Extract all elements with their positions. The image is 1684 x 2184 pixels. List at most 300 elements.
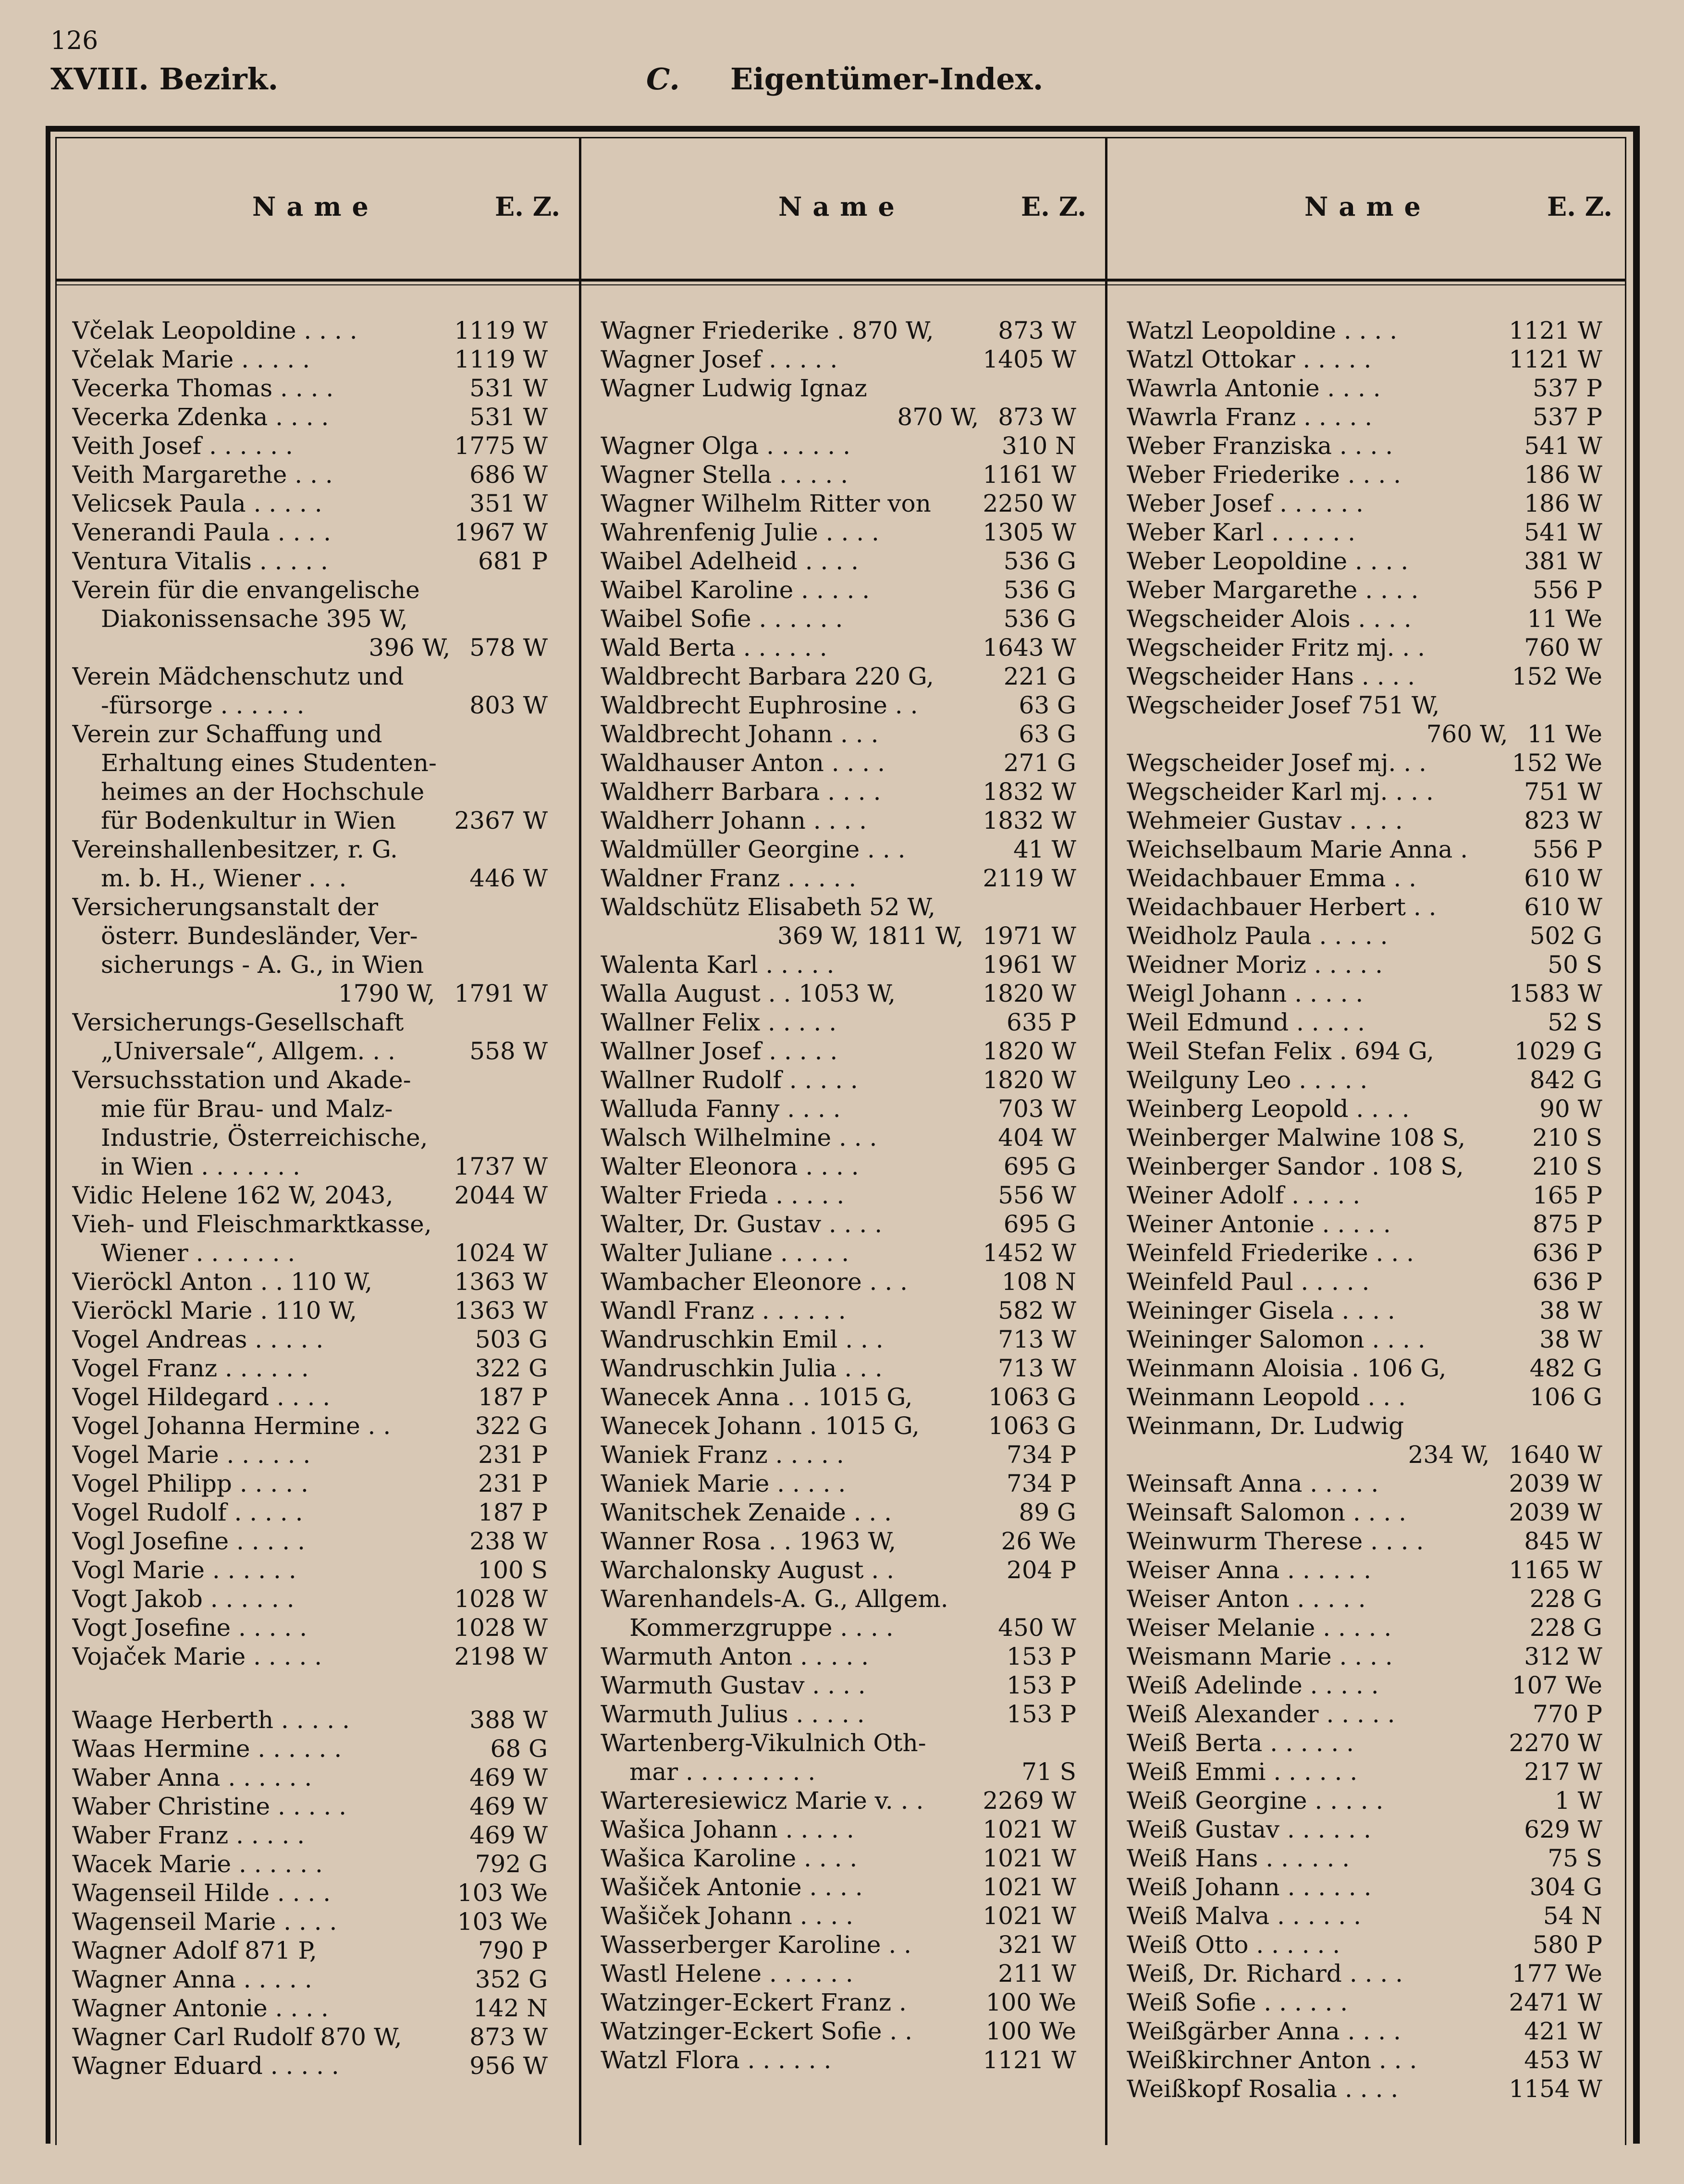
entry-ez: 106 G (1529, 1383, 1602, 1411)
entry-ez (544, 662, 548, 691)
column-header-ez: E. Z. (495, 191, 561, 222)
entry-name: Weinsaft Salomon . . . . (1127, 1498, 1407, 1526)
entry-ez: 228 G (1529, 1614, 1602, 1642)
entry-ez: 1820 W (983, 980, 1076, 1007)
entry-name: Watzinger-Eckert Sofie . . (601, 2017, 913, 2045)
entry-name: Wawrla Franz . . . . . (1127, 403, 1373, 431)
entry-name: Warmuth Julius . . . . . (601, 1700, 865, 1728)
entry-name: Erhaltung eines Studenten- (101, 749, 437, 777)
entry-name: m. b. H., Wiener . . . (101, 864, 347, 892)
entry-name: Waas Hermine . . . . . . (72, 1735, 342, 1763)
entry-ez: 873 W (998, 403, 1076, 431)
index-entry (72, 1705, 548, 1734)
index-entry (601, 835, 1076, 864)
entry-name: Weiß Berta . . . . . . (1127, 1729, 1354, 1757)
entry-ez: 1028 W (454, 1614, 548, 1642)
index-entry (601, 1267, 1076, 1296)
entry-name: Wagner Josef . . . . . (601, 345, 838, 373)
index-entry (601, 1296, 1076, 1325)
entry-name: Waibel Sofie . . . . . . (601, 605, 843, 633)
index-entry (1127, 1498, 1602, 1527)
entry-name: Watzl Flora . . . . . . (601, 2046, 832, 2074)
entry-name: Weinmann Leopold . . . (1127, 1383, 1406, 1411)
entry-ez (1072, 374, 1076, 403)
index-entry (601, 893, 1076, 921)
entry-name: Weiß Hans . . . . . . (1127, 1844, 1350, 1872)
entry-name: Versicherungsanstalt der (72, 893, 379, 921)
index-entry (72, 576, 548, 604)
entry-name: Vecerka Zdenka . . . . (72, 403, 329, 431)
entry-ez (1072, 1729, 1076, 1757)
entry-name: Weiser Melanie . . . . . (1127, 1614, 1392, 1642)
entry-ez: 11 We (1527, 605, 1602, 633)
entry-ez: 873 W (469, 2023, 548, 2051)
index-entry (72, 431, 548, 460)
index-entry (72, 1498, 548, 1527)
index-entry (72, 1936, 548, 1965)
entry-ez: 956 W (469, 2052, 548, 2080)
entry-ez: 541 W (1524, 518, 1602, 546)
entry-name: Weber Josef . . . . . . (1127, 490, 1364, 517)
entry-name: Wanecek Anna . . 1015 G, (601, 1383, 913, 1411)
entry-name: Vogel Marie . . . . . . (72, 1441, 311, 1469)
index-entry (1127, 1786, 1602, 1815)
entry-name: Wandruschkin Emil . . . (601, 1325, 884, 1353)
entry-name: Wagner Anna . . . . . (72, 1965, 312, 1993)
entry-ez: 1832 W (983, 778, 1076, 806)
index-entry (1127, 1527, 1602, 1556)
entry-name: Wegscheider Fritz mj. . . (1127, 634, 1426, 662)
entry-ez: 1121 W (1509, 345, 1602, 373)
entry-name: Wegscheider Josef mj. . . (1127, 749, 1426, 777)
entry-name: Waber Anna . . . . . . (72, 1764, 312, 1791)
index-entry (601, 1786, 1076, 1815)
entry-name: Weinwurm Therese . . . . (1127, 1527, 1424, 1555)
index-entry (601, 374, 1076, 403)
entry-name: Wawrla Antonie . . . . (1127, 374, 1381, 402)
entry-ez: 63 G (1019, 720, 1076, 748)
entry-name: Diakonissensache 395 W, (101, 605, 408, 633)
entry-ez: 635 P (1007, 1008, 1076, 1036)
entry-ez: 100 S (478, 1556, 548, 1584)
entry-name: Vieröckl Anton . . 110 W, (72, 1268, 373, 1296)
entry-ez (544, 950, 548, 979)
entry-ez: 556 W (998, 1181, 1076, 1209)
entry-ez: 1119 W (454, 345, 548, 373)
entry-ez: 100 We (985, 1988, 1076, 2016)
entry-ez: 2039 W (1509, 1498, 1602, 1526)
index-entry (1127, 1152, 1602, 1181)
entry-name: Walenta Karl . . . . . (601, 951, 835, 979)
entry-name: -fürsorge . . . . . . (101, 691, 305, 719)
index-entry (601, 1037, 1076, 1066)
entry-ez: 153 P (1007, 1643, 1076, 1670)
entry-ez: 803 W (469, 691, 548, 719)
entry-name: Weinberger Malwine 108 S, (1127, 1124, 1466, 1152)
entry-name: Wambacher Eleonore . . . (601, 1268, 908, 1296)
index-entry (1127, 633, 1602, 662)
entry-ez: 1405 W (983, 345, 1076, 373)
entry-name: Weiß Alexander . . . . . (1127, 1700, 1395, 1728)
entry-name: Vereinshallenbesitzer, r. G. (72, 835, 398, 863)
entry-name: Watzinger-Eckert Franz . (601, 1988, 907, 2016)
entry-ez: 2270 W (1509, 1729, 1602, 1757)
entry-name: Vogel Hildegard . . . . (72, 1383, 331, 1411)
entry-ez: 26 We (1001, 1527, 1076, 1555)
entry-ez: 1063 G (988, 1383, 1076, 1411)
entry-ez (544, 777, 548, 806)
entry-ez: 381 W (1524, 547, 1602, 575)
entry-name: Weiß, Dr. Richard . . . . (1127, 1960, 1403, 1988)
entry-name: Vidic Helene 162 W, 2043, (72, 1181, 393, 1209)
entry-ez: 1363 W (454, 1297, 548, 1325)
index-entry (601, 547, 1076, 576)
entry-name: Weiß Emmi . . . . . . (1127, 1758, 1358, 1786)
entry-name: Weiß Johann . . . . . . (1127, 1873, 1372, 1901)
entry-ez: 734 P (1007, 1441, 1076, 1469)
index-entry (1127, 518, 1602, 547)
entry-name: Wagner Olga . . . . . . (601, 432, 850, 460)
index-entry (72, 1642, 548, 1671)
index-entry (1127, 1181, 1602, 1210)
entry-ez (544, 1210, 548, 1239)
index-entry (72, 806, 548, 835)
entry-ez: 165 P (1533, 1181, 1602, 1209)
entry-name: Wašiček Johann . . . . (601, 1902, 854, 1930)
index-entry (1127, 1873, 1602, 1902)
entry-ez (1598, 691, 1602, 720)
entry-ez (544, 1066, 548, 1094)
index-entry (1127, 1411, 1602, 1440)
entry-name: Vogt Jakob . . . . . . (72, 1585, 295, 1613)
index-entry (601, 1988, 1076, 2017)
index-entry (601, 1930, 1076, 1959)
entry-name: Venerandi Paula . . . . (72, 518, 332, 546)
index-entry (1127, 1959, 1602, 1988)
index-entry (72, 1584, 548, 1613)
index-entry (72, 1267, 548, 1296)
index-entry (72, 1469, 548, 1498)
index-entry (1127, 374, 1602, 403)
index-entry (1127, 950, 1602, 979)
entry-ez: 2250 W (983, 490, 1076, 517)
index-entry (1127, 662, 1602, 691)
entry-name: Weber Friederike . . . . (1127, 461, 1401, 489)
index-entry (601, 633, 1076, 662)
index-entry (72, 1383, 548, 1411)
entry-ez: 1643 W (983, 634, 1076, 662)
index-entry (601, 1959, 1076, 1988)
entry-ez: 153 P (1007, 1671, 1076, 1699)
entry-ez: 1820 W (983, 1066, 1076, 1094)
entry-name: Vogel Philipp . . . . . (72, 1470, 308, 1497)
entry-ez: 2269 W (983, 1787, 1076, 1815)
entry-name: Weber Margarethe . . . . (1127, 576, 1419, 604)
index-entry (601, 662, 1076, 691)
entry-name: Verein zur Schaffung und (72, 720, 382, 748)
entry-name: Veith Josef . . . . . . (72, 432, 293, 460)
entry-ez: 446 W (469, 864, 548, 892)
entry-name: Walla August . . 1053 W, (601, 980, 896, 1007)
index-entry (1127, 1239, 1602, 1267)
index-entry (72, 1821, 548, 1850)
entry-ez: 1640 W (1509, 1441, 1602, 1469)
entry-name: Waldner Franz . . . . . (601, 864, 857, 892)
entry-name: Weißkirchner Anton . . . (1127, 2046, 1417, 2074)
entry-name: Vogt Josefine . . . . . (72, 1614, 307, 1642)
index-entry (1127, 1902, 1602, 1930)
entry-name: Watzl Leopoldine . . . . (1127, 317, 1398, 344)
entry-name: Vogel Rudolf . . . . . (72, 1498, 303, 1526)
entry-ez (544, 835, 548, 864)
entry-ez: 695 G (1003, 1153, 1076, 1180)
entry-ez: 1021 W (983, 1816, 1076, 1843)
entry-ez: 842 G (1529, 1066, 1602, 1094)
entry-ez: 187 P (478, 1383, 548, 1411)
entry-name: Walter Juliane . . . . . (601, 1239, 849, 1267)
entry-name: Waldherr Johann . . . . (601, 807, 867, 834)
entry-name: Wagner Friederike . 870 W, (601, 317, 934, 344)
entry-name: Vogl Marie . . . . . . (72, 1556, 296, 1584)
entry-ez: 873 W (998, 317, 1076, 344)
index-entry (601, 1411, 1076, 1440)
entry-ez: 304 G (1529, 1873, 1602, 1901)
entry-ez: 760 W (1524, 634, 1602, 662)
entry-name: Verein für die envangelische (72, 576, 420, 604)
index-entry (601, 1642, 1076, 1671)
entry-ez: 469 W (469, 1764, 548, 1791)
entry-ez: 41 W (1013, 835, 1076, 863)
entry-ez: 531 W (469, 374, 548, 402)
entry-ez: 1021 W (983, 1902, 1076, 1930)
index-entry (1127, 576, 1602, 604)
entry-name: Weinmann Aloisia . 106 G, (1127, 1354, 1447, 1382)
district-title: XVIII. Bezirk. (50, 61, 279, 97)
entry-ez: 537 P (1533, 374, 1602, 402)
entry-ez: 681 P (478, 547, 548, 575)
entry-ez: 71 S (1021, 1758, 1076, 1786)
entry-ez: 321 W (998, 1931, 1076, 1959)
entry-name: Walter, Dr. Gustav . . . . (601, 1210, 883, 1238)
index-entry (72, 1296, 548, 1325)
index-entry (72, 604, 548, 633)
entry-name: Waldschütz Elisabeth 52 W, (601, 893, 936, 921)
index-entry (601, 1440, 1076, 1469)
entry-ez: 1021 W (983, 1873, 1076, 1901)
index-entry (601, 1354, 1076, 1383)
index-entry (1127, 1613, 1602, 1642)
entry-ez: 103 We (457, 1879, 548, 1907)
section-letter: C. (646, 61, 680, 97)
index-entry (72, 1613, 548, 1642)
entry-ez: 100 We (985, 2017, 1076, 2045)
entry-ez: 1063 G (988, 1412, 1076, 1440)
index-entry (601, 489, 1076, 518)
entry-ez (544, 748, 548, 777)
index-entry (72, 1037, 548, 1066)
entry-name: Wehmeier Gustav . . . . (1127, 807, 1403, 834)
index-entry (1127, 1383, 1602, 1411)
header-rule-thin (55, 284, 1626, 285)
entry-name: Wasserberger Karoline . . (601, 1931, 912, 1959)
entry-name: Wallner Felix . . . . . (601, 1008, 837, 1036)
entry-name: Waage Herberth . . . . . (72, 1706, 350, 1734)
entry-name: Walsch Wilhelmine . . . (601, 1124, 877, 1152)
entry-ez: 536 G (1003, 547, 1076, 575)
entry-name: Wegscheider Karl mj. . . . (1127, 778, 1434, 806)
entry-ez (544, 1094, 548, 1123)
entry-name: Wallner Rudolf . . . . . (601, 1066, 858, 1094)
entry-ez: 312 W (1524, 1643, 1602, 1670)
entry-name: Wallner Josef . . . . . (601, 1037, 838, 1065)
entry-ez: 388 W (469, 1706, 548, 1734)
entry-ez: 556 P (1533, 835, 1602, 863)
index-entry (601, 576, 1076, 604)
index-entry (601, 950, 1076, 979)
entry-name: Versicherungs-Gesellschaft (72, 1008, 404, 1036)
entry-ez: 845 W (1524, 1527, 1602, 1555)
index-entry (1127, 2074, 1602, 2103)
entry-ez: 231 P (478, 1470, 548, 1497)
index-entry (1127, 777, 1602, 806)
entry-ez: 482 G (1529, 1354, 1602, 1382)
entry-ez: 1820 W (983, 1037, 1076, 1065)
entry-name: Waber Christine . . . . . (72, 1792, 347, 1820)
entry-ez: 38 W (1539, 1297, 1602, 1325)
entry-name: Wegscheider Alois . . . . (1127, 605, 1412, 633)
entry-ez: 536 G (1003, 605, 1076, 633)
index-entry (601, 1844, 1076, 1873)
entry-name: Weiß Georgine . . . . . (1127, 1787, 1384, 1815)
entry-name: für Bodenkultur in Wien (101, 807, 396, 834)
entry-name: Weidachbauer Herbert . . (1127, 893, 1437, 921)
entry-ez: 734 P (1007, 1470, 1076, 1497)
entry-ez: 580 P (1533, 1931, 1602, 1959)
entry-name: Waldmüller Georgine . . . (601, 835, 906, 863)
index-entry (72, 777, 548, 806)
entry-ez: 2367 W (454, 807, 548, 834)
index-entry (72, 950, 548, 979)
index-entry (1127, 1296, 1602, 1325)
entry-name: 1790 W, (338, 980, 435, 1007)
entry-name: Wagner Wilhelm Ritter von (601, 490, 931, 517)
entry-name: Weber Karl . . . . . . (1127, 518, 1356, 546)
index-entry (1127, 1815, 1602, 1844)
index-entry (1127, 547, 1602, 576)
entry-name: Weinfeld Paul . . . . . (1127, 1268, 1370, 1296)
index-entry (1127, 893, 1602, 921)
entry-name: Včelak Marie . . . . . (72, 345, 310, 373)
entry-name: Weichselbaum Marie Anna . (1127, 835, 1468, 863)
entry-ez: 210 S (1532, 1153, 1602, 1180)
entry-name: Wegscheider Josef 751 W, (1127, 691, 1440, 719)
entry-ez: 228 G (1529, 1585, 1602, 1613)
entry-ez: 537 P (1533, 403, 1602, 431)
index-entry (1127, 748, 1602, 777)
entry-name: Waniek Marie . . . . . (601, 1470, 846, 1497)
entry-name: Weiser Anton . . . . . (1127, 1585, 1366, 1613)
index-entry (1127, 1354, 1602, 1383)
index-entry (1127, 2046, 1602, 2074)
entry-ez: 11 We (1527, 720, 1602, 748)
entry-name: Weidholz Paula . . . . . (1127, 922, 1388, 950)
index-entry (1127, 864, 1602, 893)
entry-name: Weber Leopoldine . . . . (1127, 547, 1409, 575)
entry-name: Vogl Josefine . . . . . (72, 1527, 305, 1555)
entry-name: Warmuth Gustav . . . . (601, 1671, 866, 1699)
entry-ez: 351 W (469, 490, 548, 517)
entry-ez: 50 S (1548, 951, 1602, 979)
index-entry (72, 460, 548, 489)
entry-name: Waibel Adelheid . . . . (601, 547, 859, 575)
entry-name: Weber Franziska . . . . (1127, 432, 1393, 460)
entry-name: Wandruschkin Julia . . . (601, 1354, 883, 1382)
entry-name: Walter Frieda . . . . . (601, 1181, 845, 1209)
index-entry (1127, 835, 1602, 864)
index-entry (72, 1527, 548, 1556)
index-entry (72, 633, 548, 662)
index-entry (1127, 691, 1602, 720)
entry-ez: 152 We (1512, 749, 1602, 777)
entry-ez: 90 W (1539, 1095, 1602, 1123)
entry-ez: 1791 W (454, 980, 548, 1007)
entry-ez: 1024 W (454, 1239, 548, 1267)
entry-name: Weinmann, Dr. Ludwig (1127, 1412, 1404, 1440)
index-entry (72, 748, 548, 777)
entry-name: Weiß Malva . . . . . . (1127, 1902, 1361, 1930)
index-entry (72, 921, 548, 950)
entry-name: Včelak Leopoldine . . . . (72, 317, 357, 344)
entry-name: Wagner Antonie . . . . (72, 1994, 329, 2022)
entry-ez: 1 W (1554, 1787, 1602, 1815)
entry-name: Wagner Ludwig Ignaz (601, 374, 867, 402)
entry-name: Waber Franz . . . . . (72, 1821, 305, 1849)
entry-ez: 1305 W (983, 518, 1076, 546)
index-entry (72, 2023, 548, 2051)
entry-ez: 238 W (469, 1527, 548, 1555)
index-entry (601, 1671, 1076, 1700)
entry-ez: 2119 W (983, 864, 1076, 892)
index-entry (601, 1584, 1076, 1613)
entry-ez: 177 We (1512, 1960, 1602, 1988)
entry-ez: 186 W (1524, 490, 1602, 517)
entry-name: Weißkopf Rosalia . . . . (1127, 2075, 1399, 2103)
entry-name: Wegscheider Hans . . . . (1127, 663, 1415, 690)
index-entry (72, 835, 548, 864)
entry-ez: 703 W (998, 1095, 1076, 1123)
entry-name: Weismann Marie . . . . (1127, 1643, 1393, 1670)
entry-ez: 404 W (998, 1124, 1076, 1152)
entry-ez: 713 W (998, 1325, 1076, 1353)
entry-ez: 536 G (1003, 576, 1076, 604)
index-entry (72, 1008, 548, 1037)
entry-name: Wanitschek Zenaide . . . (601, 1498, 892, 1526)
entry-name: Warenhandels-A. G., Allgem. (601, 1585, 948, 1613)
index-entry (72, 1994, 548, 2023)
entry-ez: 1154 W (1509, 2075, 1602, 2103)
entry-name: Vieröckl Marie . 110 W, (72, 1297, 357, 1325)
index-entry (1127, 2017, 1602, 2046)
entry-name: in Wien . . . . . . . (101, 1153, 300, 1180)
index-entry (1127, 1094, 1602, 1123)
entry-name: Wiener . . . . . . . (101, 1239, 295, 1267)
entry-ez: 1165 W (1509, 1556, 1602, 1584)
index-entry (1127, 1469, 1602, 1498)
entry-name: Waldhauser Anton . . . . (601, 749, 885, 777)
index-entry (72, 1325, 548, 1354)
index-entry (601, 777, 1076, 806)
entry-ez: 1119 W (454, 317, 548, 344)
